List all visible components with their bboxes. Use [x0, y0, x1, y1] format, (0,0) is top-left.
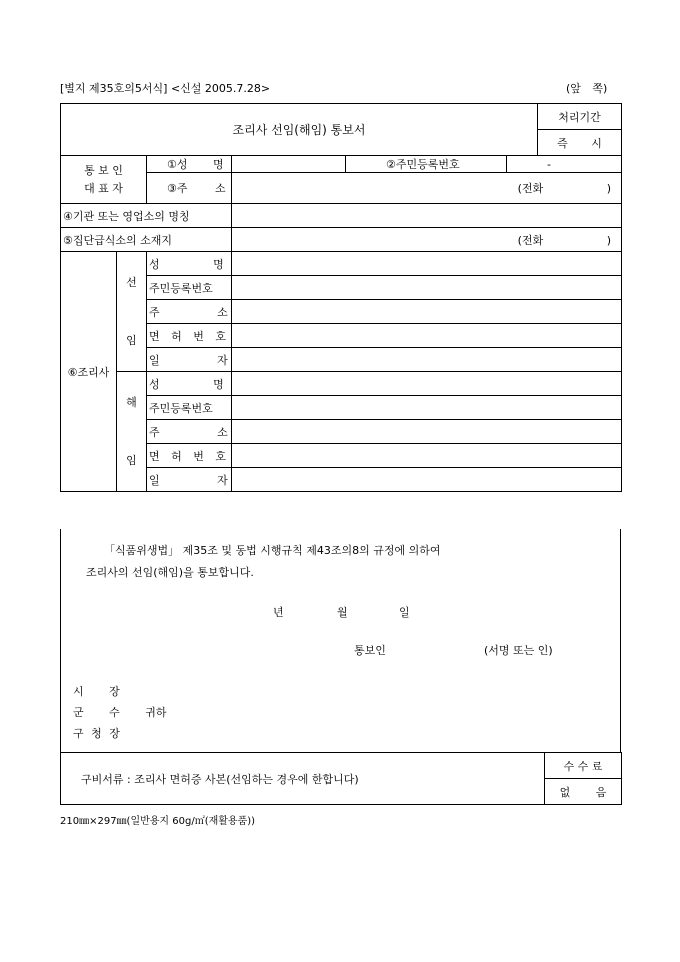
appoint-name-field[interactable]	[232, 252, 622, 276]
dismiss-address-label: 주 소	[147, 420, 232, 444]
f-a0: 성 명	[149, 257, 224, 271]
org-name-label: ④기관 또는 영업소의 명칭	[61, 204, 232, 228]
appoint-address-field[interactable]	[232, 300, 622, 324]
recipient-mayor: 시 장	[73, 685, 120, 698]
required-docs: 구비서류 : 조리사 면허증 사본(선임하는 경우에 한합니다)	[61, 753, 545, 805]
appoint-license-label: 면 허 번 호	[147, 324, 232, 348]
site-field[interactable]	[232, 228, 622, 252]
rrn-dash: -	[547, 157, 551, 171]
dismiss-date-field[interactable]	[232, 468, 622, 492]
dismiss-name-label: 성 명	[147, 372, 232, 396]
notifier-label	[61, 156, 147, 204]
site-label: ⑤집단급식소의 소재지	[61, 228, 232, 252]
org-name-field[interactable]	[232, 204, 622, 228]
dismiss-name-field[interactable]	[232, 372, 622, 396]
cook-label: ⑥조리사	[61, 252, 117, 492]
date-year: 년	[273, 606, 284, 619]
dismiss-rrn-label: 주민등록번호	[147, 396, 232, 420]
statement-line-1: 「식품위생법」 제35조 및 동법 시행규칙 제43조의8의 규정에 의하여	[104, 544, 441, 557]
appoint-date-label: 일 자	[147, 348, 232, 372]
dismiss-rrn-field[interactable]	[232, 396, 622, 420]
page-side: (앞 쪽)	[566, 82, 608, 95]
dismiss-label	[117, 372, 147, 492]
footer-table	[60, 752, 622, 805]
rrn-field[interactable]	[507, 156, 622, 173]
dismiss-address-field[interactable]	[232, 420, 622, 444]
date-day: 일	[399, 606, 410, 619]
appoint-label	[117, 252, 147, 372]
address-label: ③주 소	[147, 173, 232, 204]
dismiss-char-2: 임	[126, 453, 137, 467]
form-title: 조리사 선임(해임) 통보서	[61, 104, 538, 156]
fee-label: 수 수 료	[545, 753, 622, 779]
site-phone: (전화 )	[517, 233, 611, 247]
address-field[interactable]	[232, 173, 622, 204]
fee-value: 없 음	[545, 779, 622, 805]
appoint-date-field[interactable]	[232, 348, 622, 372]
appoint-rrn-label: 주민등록번호	[147, 276, 232, 300]
appoint-name-label	[147, 252, 232, 276]
name-field[interactable]	[232, 156, 346, 173]
dismiss-char-1: 해	[126, 395, 137, 409]
processing-period-value: 즉 시	[538, 130, 622, 156]
paper-spec: 210㎜×297㎜(일반용지 60g/㎡(재활용품))	[60, 816, 256, 827]
rrn-label: ②주민등록번호	[346, 156, 507, 173]
appoint-rrn-field[interactable]	[232, 276, 622, 300]
notifier-phone: (전화 )	[517, 182, 611, 195]
recipient-county: 군 수 귀하	[73, 706, 167, 719]
name-label: ①성 명	[147, 156, 232, 173]
appoint-address-label: 주 소	[147, 300, 232, 324]
statement-line-2: 조리사의 선임(해임)을 통보합니다.	[86, 566, 254, 579]
dismiss-license-label: 면 허 번 호	[147, 444, 232, 468]
notifier-label-1: 통 보 인	[84, 163, 123, 177]
appoint-char-2: 임	[126, 333, 137, 347]
dismiss-license-field[interactable]	[232, 444, 622, 468]
notifier-label-2: 대 표 자	[84, 181, 123, 195]
signer-label: 통보인	[354, 644, 386, 657]
appoint-char-1: 선	[126, 275, 137, 289]
form-number: [별지 제35호의5서식] <신설 2005.7.28>	[60, 82, 271, 95]
dismiss-date-label: 일 자	[147, 468, 232, 492]
notification-form	[60, 103, 622, 492]
signer-sign: (서명 또는 인)	[484, 644, 553, 657]
appoint-license-field[interactable]	[232, 324, 622, 348]
processing-period-label: 처리기간	[538, 104, 622, 130]
date-month: 월	[337, 606, 348, 619]
recipient-district: 구 청 장	[73, 727, 120, 740]
statement-block	[60, 529, 621, 753]
